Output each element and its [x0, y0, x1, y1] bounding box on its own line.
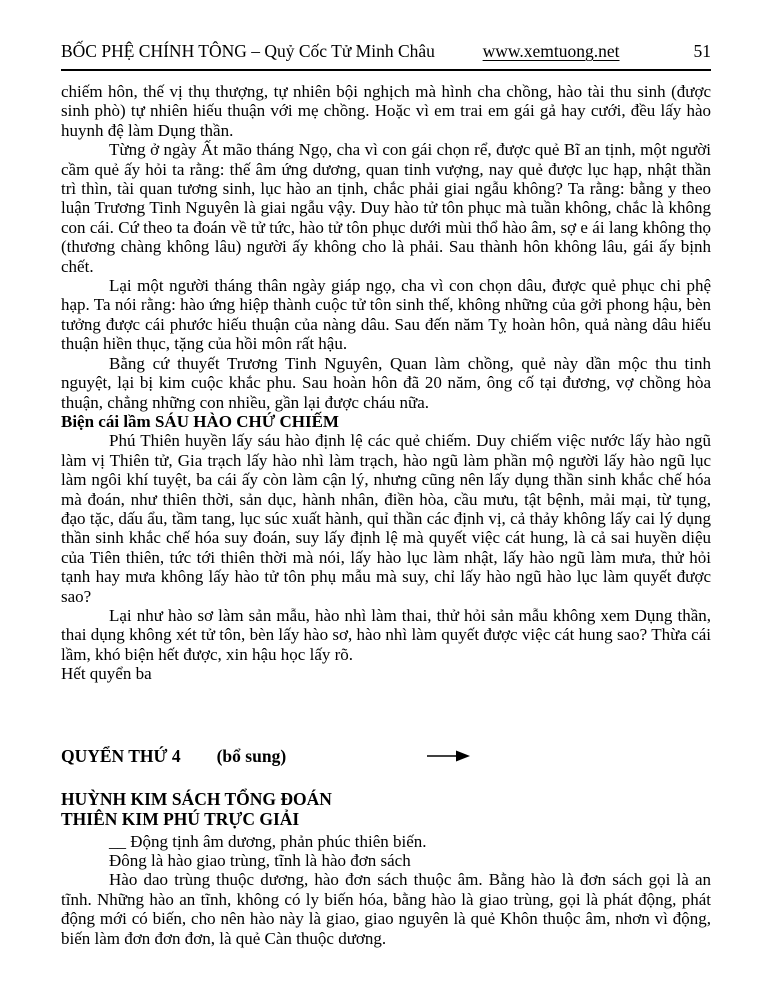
paragraph-anecdote-1: Từng ở ngày Ất mão tháng Ngọ, cha vì con gái chọn rể, được quẻ Bĩ an tịnh, một người cầm quẻ ấy hỏi ta rằng: thế âm ứng dương, quan tinh vượng, nay quẻ được lục hạp, nhật thần trì thìn, tài quan tương sinh, lục hào an tịnh, chắc phải giai ngẫu không? Ta rằng: bằng y theo luận Trương Tinh Nguyên là giai ngẫu vậy. Duy hào tử tôn phục mà tuần không, chắc là không con cái. Cứ theo ta đoán về tử tức, hào tử tôn phục dưới mùi thổ hào âm, sợ e ái lang không thọ (thương chàng không lâu) người ấy không cho là phải. Sau thành hôn không lâu, gái ấy bịnh chết.: [61, 140, 711, 276]
paragraph-continuation: chiếm hôn, thế vị thụ thượng, tự nhiên bội nghịch mà hình cha chồng, hào tài thu sinh (được sinh phò) tự nhiên hiếu thuận với mẹ chồng. Hoặc vì em trai em gái gả hay cưới, đều lấy hào huynh đệ làm Dụng thần.: [61, 82, 711, 140]
header-divider: [61, 69, 711, 71]
volume-four-text: [61, 832, 711, 948]
verse-line-2: Đông là hào giao trùng, tĩnh là hào đơn sách: [109, 851, 411, 870]
book-title: BỐC PHỆ CHÍNH TÔNG – Quỷ Cốc Tử Minh Châu: [61, 41, 435, 61]
main-text: [61, 82, 711, 684]
paragraph-mistakes-1: Phú Thiên huyền lấy sáu hào định lệ các quẻ chiếm. Duy chiếm việc nước lấy hào ngũ làm vị Thiên tử, Gia trạch lấy hào nhì làm trạch, hào ngũ làm phần mộ người lấy hào ngũ lục làm ngôi khí tuyệt, ba cái ấy còn làm cận lý, nhưng cũng nên lấy dụng thần sinh khắc chế hóa mà đoán, như thiên thời, sản dục, hành nhân, điền hòa, cầu mưu, tật bệnh, mải mại, từ tụng, đạo tặc, dấu ẩu, tầm tang, lục súc xuất hành, quỉ thần các định vị, cả thảy không lấy cai lý dụng thần sinh khắc chế hóa suy đoán, suy lấy định lệ mà quyết việc cát hung, là cả sai huyền diệu của Tiên thiên, tức tới thiên thời mà nói, lấy hào lục làm nhật, lấy hào ngũ làm mưa, thử hỏi tạnh hay mưa không lấy hào tử tôn phụ mẫu mà suy, chỉ lấy hào ngũ hào lục làm quyết được sao?: [61, 431, 711, 606]
paragraph-volume-four: Hào dao trùng thuộc dương, hào đơn sách thuộc âm. Bằng hào là đơn sách gọi là an tĩnh. Những hào an tĩnh, không có ly biến hóa, bằng hào là giao trùng, gọi là phát động, phát động mới có biến, cho nên hào này là giao, giao nguyên là quẻ Khôn thuộc âm, nhơn vì động, biến làm đơn đơn đơn, là quẻ Càn thuộc dương.: [61, 870, 711, 948]
paragraph-anecdote-3: Bằng cứ thuyết Trương Tinh Nguyên, Quan làm chồng, quẻ này dần mộc thu tinh nguyệt, lại bị kim cuộc khắc phu. Sau hoàn hôn đã 20 năm, ông cố tại đương, vợ chồng hòa thuận, chẳng những con nhiều, gần lại được cháu nữa.: [61, 353, 711, 412]
end-of-volume-note: Hết quyển ba: [61, 664, 152, 684]
volume-four-title-row: [61, 746, 711, 766]
section-heading-thien-kim: THIÊN KIM PHÚ TRỰC GIẢI: [61, 808, 300, 829]
volume-four-headings: [61, 789, 711, 829]
page-number: 51: [693, 41, 711, 61]
website-link[interactable]: www.xemtuong.net: [482, 41, 620, 61]
section-heading-mistakes: Biện cái lầm SÁU HÀO CHỨ CHIẾM: [61, 411, 339, 431]
page-header: [61, 40, 711, 62]
verse-line-1: __ Động tịnh âm dương, phản phúc thiên biến.: [109, 831, 427, 851]
right-arrow-icon: [426, 749, 472, 763]
volume-note: (bổ sung): [216, 745, 287, 766]
paragraph-mistakes-2: Lại như hào sơ làm sản mẫu, hào nhì làm thai, thử hỏi sản mẫu không xem Dụng thần, thai dụng không xét tử tôn, bèn lấy hào sơ, hào nhì làm quyết được việc cát hung sao? Thừa cái lầm, khó biện hết được, xin hậu học lấy rõ.: [61, 605, 711, 664]
section-heading-huynh-kim: HUỲNH KIM SÁCH TỔNG ĐOÁN: [61, 788, 332, 809]
volume-title: QUYỂN THỨ 4: [61, 745, 181, 766]
paragraph-anecdote-2: Lại một người tháng thân ngày giáp ngọ, cha vì con chọn dâu, được quẻ phục chi phệ hạp. Ta nói rằng: hào ứng hiệp thành cuộc tử tôn sinh thế, không những của gởi phong hậu, bèn tưởng được cái phước hiếu thuận của nàng dâu. Sau đến năm Tỵ hoàn hôn, quả nàng dâu hiếu thuận hiền thục, tặng của hồi môn rất hậu.: [61, 276, 711, 354]
